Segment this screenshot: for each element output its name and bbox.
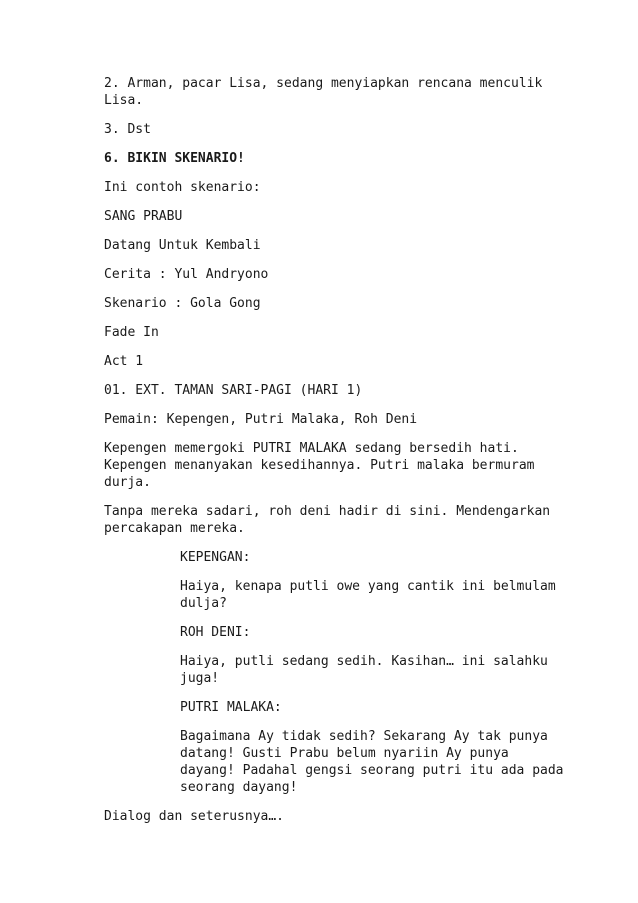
screenplay-credit: Skenario : Gola Gong	[104, 296, 261, 311]
dialogue-line: Haiya, kenapa putli owe yang cantik ini belmulam dulja?	[180, 579, 556, 611]
script-subtitle: Datang Untuk Kembali	[104, 238, 261, 253]
intro-line: Ini contoh skenario:	[104, 180, 261, 195]
script-title: SANG PRABU	[104, 209, 183, 224]
character-name: ROH DENI:	[180, 625, 251, 640]
story-credit: Cerita : Yul Andryono	[104, 267, 269, 282]
dialogue-line: Haiya, putli sedang sedih. Kasihan… ini salahku juga!	[180, 654, 548, 686]
act-heading: Act 1	[104, 354, 144, 369]
dialogue-line: Bagaimana Ay tidak sedih? Sekarang Ay tak punya datang! Gusti Prabu belum nyariin Ay punya dayang! Padahal gengsi seorang putri itu ada pada seorang dayang!	[180, 729, 564, 795]
section-heading: 6. BIKIN SKENARIO!	[104, 151, 245, 166]
document-body	[104, 75, 584, 837]
list-item-3: 3. Dst	[104, 122, 151, 137]
character-name: KEPENGAN:	[180, 550, 251, 565]
action-paragraph: Tanpa mereka sadari, roh deni hadir di sini. Mendengarkan percakapan mereka.	[104, 504, 551, 536]
transition-line: Fade In	[104, 325, 159, 340]
action-paragraph: Kepengen memergoki PUTRI MALAKA sedang bersedih hati. Kepengen menanyakan kesedihannya. Putri malaka bermuram durja.	[104, 441, 535, 490]
closing-line: Dialog dan seterusnya….	[104, 809, 285, 824]
cast-line: Pemain: Kepengen, Putri Malaka, Roh Deni	[104, 412, 418, 427]
scene-heading: 01. EXT. TAMAN SARI-PAGI (HARI 1)	[104, 383, 363, 398]
list-item-2: 2. Arman, pacar Lisa, sedang menyiapkan rencana menculik Lisa.	[104, 76, 543, 108]
character-name: PUTRI MALAKA:	[180, 700, 282, 715]
